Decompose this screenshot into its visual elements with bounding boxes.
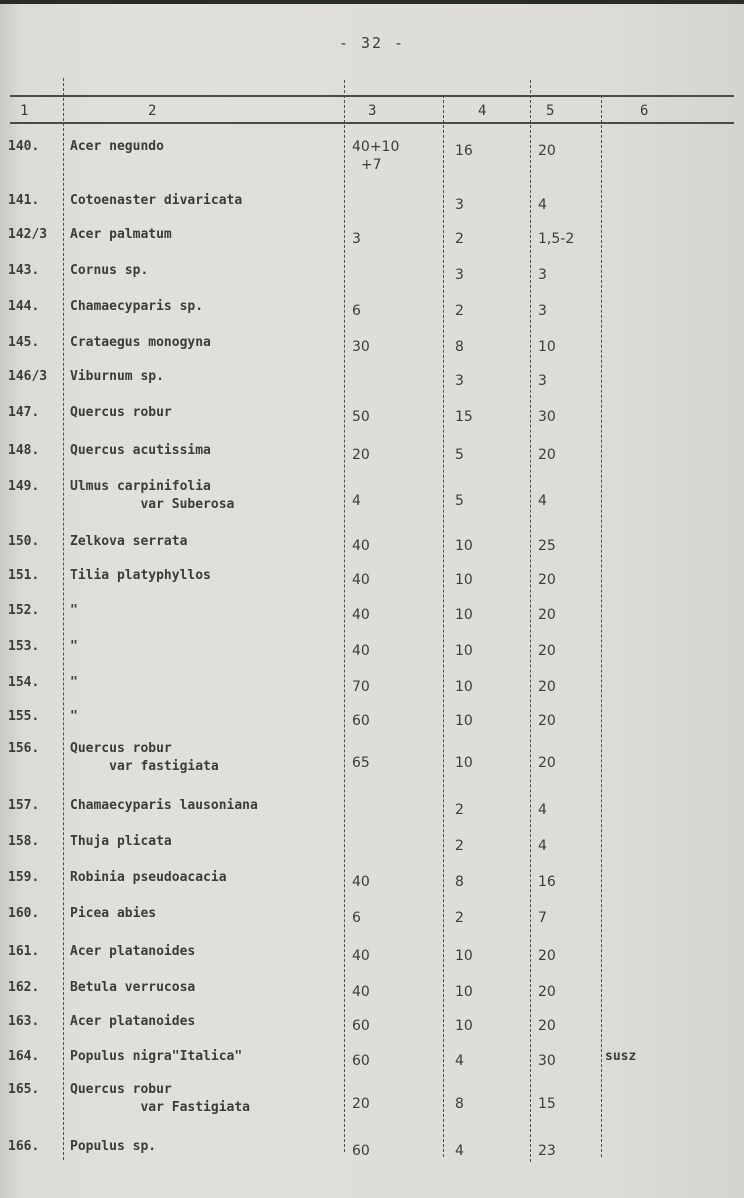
value-col-5: 23 <box>538 1143 556 1159</box>
value-col-5: 15 <box>538 1096 556 1112</box>
value-col-4: 5 <box>455 493 464 509</box>
value-col-4: 10 <box>455 755 473 771</box>
header-col-1: 1 <box>20 103 29 119</box>
value-col-4: 10 <box>455 538 473 554</box>
value-col-5: 1,5-2 <box>538 231 575 247</box>
value-col-4: 10 <box>455 679 473 695</box>
row-number: 140. <box>8 139 40 154</box>
value-col-4: 2 <box>455 303 464 319</box>
column-divider-4 <box>530 80 531 1162</box>
species-name: Quercus robur <box>70 405 172 420</box>
row-number: 166. <box>8 1139 40 1154</box>
species-name: Acer negundo <box>70 139 164 154</box>
value-col-4: 10 <box>455 713 473 729</box>
header-col-6: 6 <box>640 103 649 119</box>
value-col-4: 3 <box>455 373 464 389</box>
value-col-3: 60 <box>352 1053 370 1069</box>
scan-edge <box>0 0 744 4</box>
value-col-4: 3 <box>455 267 464 283</box>
header-col-2: 2 <box>148 103 157 119</box>
page-number: - 32 - <box>338 34 406 52</box>
species-name: Quercus robur var Fastigiata <box>70 1082 251 1115</box>
value-col-3: 60 <box>352 1018 370 1034</box>
species-name: " <box>70 709 78 724</box>
value-col-4: 16 <box>455 143 473 159</box>
value-col-5: 20 <box>538 572 556 588</box>
value-col-4: 10 <box>455 607 473 623</box>
row-number: 141. <box>8 193 40 208</box>
row-number: 154. <box>8 675 40 690</box>
row-number: 147. <box>8 405 40 420</box>
row-number: 163. <box>8 1014 40 1029</box>
row-number: 162. <box>8 980 40 995</box>
value-col-4: 10 <box>455 948 473 964</box>
value-col-3: 40 <box>352 572 370 588</box>
species-name: Zelkova serrata <box>70 534 188 549</box>
value-col-4: 8 <box>455 874 464 890</box>
species-name: Thuja plicata <box>70 834 172 849</box>
value-col-4: 10 <box>455 1018 473 1034</box>
header-col-3: 3 <box>368 103 377 119</box>
row-number: 155. <box>8 709 40 724</box>
species-name: Populus nigra"Italica" <box>70 1049 243 1064</box>
column-divider-3 <box>443 95 444 1157</box>
value-col-3: 40 <box>352 538 370 554</box>
value-col-3: 70 <box>352 679 370 695</box>
value-col-5: 16 <box>538 874 556 890</box>
value-col-5: 20 <box>538 984 556 1000</box>
row-number: 161. <box>8 944 40 959</box>
value-col-5: 3 <box>538 267 547 283</box>
row-number: 142/3 <box>8 227 48 242</box>
column-divider-5 <box>601 95 602 1157</box>
value-col-5: 20 <box>538 447 556 463</box>
value-col-5: 4 <box>538 197 547 213</box>
header-top-rule <box>10 95 734 97</box>
value-col-3: 65 <box>352 755 370 771</box>
value-col-5: 4 <box>538 838 547 854</box>
value-col-5: 4 <box>538 802 547 818</box>
row-number: 150. <box>8 534 40 549</box>
row-number: 143. <box>8 263 40 278</box>
value-col-3: 20 <box>352 1096 370 1112</box>
value-col-3: 60 <box>352 713 370 729</box>
value-col-3: 40 <box>352 874 370 890</box>
header-bottom-rule <box>10 122 734 124</box>
row-number: 156. <box>8 741 40 756</box>
value-col-5: 3 <box>538 373 547 389</box>
species-name: Ulmus carpinifolia var Suberosa <box>70 479 235 512</box>
species-name: Crataegus monogyna <box>70 335 211 350</box>
species-name: " <box>70 675 78 690</box>
value-col-3: 4 <box>352 493 361 509</box>
value-col-5: 20 <box>538 755 556 771</box>
species-name: Betula verrucosa <box>70 980 196 995</box>
value-col-3: 40 <box>352 984 370 1000</box>
value-col-4: 15 <box>455 409 473 425</box>
species-name: Picea abies <box>70 906 157 921</box>
value-col-5: 20 <box>538 1018 556 1034</box>
row-number: 160. <box>8 906 40 921</box>
value-col-4: 2 <box>455 231 464 247</box>
row-number: 157. <box>8 798 40 813</box>
value-col-5: 30 <box>538 1053 556 1069</box>
value-col-3: 6 <box>352 910 361 926</box>
value-col-3: 40+10 +7 <box>352 139 400 173</box>
value-col-3: 60 <box>352 1143 370 1159</box>
header-col-4: 4 <box>478 103 487 119</box>
row-number: 165. <box>8 1082 40 1097</box>
value-col-4: 5 <box>455 447 464 463</box>
species-name: Populus sp. <box>70 1139 157 1154</box>
value-col-4: 10 <box>455 984 473 1000</box>
value-col-4: 2 <box>455 802 464 818</box>
value-col-5: 7 <box>538 910 547 926</box>
species-name: " <box>70 639 78 654</box>
row-number: 152. <box>8 603 40 618</box>
species-name: Acer palmatum <box>70 227 172 242</box>
row-number: 145. <box>8 335 40 350</box>
value-col-5: 30 <box>538 409 556 425</box>
value-col-4: 10 <box>455 643 473 659</box>
value-col-3: 40 <box>352 607 370 623</box>
species-name: Acer platanoides <box>70 944 196 959</box>
note-col-6: susz <box>605 1049 637 1064</box>
value-col-5: 25 <box>538 538 556 554</box>
species-name: Acer platanoides <box>70 1014 196 1029</box>
row-number: 159. <box>8 870 40 885</box>
species-name: Quercus acutissima <box>70 443 211 458</box>
value-col-5: 3 <box>538 303 547 319</box>
value-col-5: 20 <box>538 643 556 659</box>
row-number: 158. <box>8 834 40 849</box>
value-col-4: 8 <box>455 339 464 355</box>
species-name: Robinia pseudoacacia <box>70 870 227 885</box>
value-col-5: 10 <box>538 339 556 355</box>
species-name: Chamaecyparis sp. <box>70 299 204 314</box>
value-col-5: 4 <box>538 493 547 509</box>
value-col-5: 20 <box>538 713 556 729</box>
value-col-4: 8 <box>455 1096 464 1112</box>
value-col-4: 4 <box>455 1053 464 1069</box>
value-col-3: 50 <box>352 409 370 425</box>
value-col-4: 3 <box>455 197 464 213</box>
value-col-4: 10 <box>455 572 473 588</box>
value-col-3: 3 <box>352 231 361 247</box>
value-col-5: 20 <box>538 948 556 964</box>
species-name: " <box>70 603 78 618</box>
value-col-4: 2 <box>455 910 464 926</box>
row-number: 164. <box>8 1049 40 1064</box>
row-number: 148. <box>8 443 40 458</box>
value-col-4: 2 <box>455 838 464 854</box>
value-col-4: 4 <box>455 1143 464 1159</box>
species-name: Cotoenaster divaricata <box>70 193 243 208</box>
row-number: 151. <box>8 568 40 583</box>
value-col-3: 30 <box>352 339 370 355</box>
value-col-5: 20 <box>538 143 556 159</box>
species-name: Chamaecyparis lausoniana <box>70 798 258 813</box>
species-name: Viburnum sp. <box>70 369 164 384</box>
value-col-3: 40 <box>352 948 370 964</box>
species-name: Quercus robur var fastigiata <box>70 741 219 774</box>
value-col-5: 20 <box>538 679 556 695</box>
column-divider-2 <box>344 80 345 1152</box>
row-number: 146/3 <box>8 369 48 384</box>
value-col-3: 40 <box>352 643 370 659</box>
row-number: 149. <box>8 479 40 494</box>
species-name: Cornus sp. <box>70 263 149 278</box>
header-col-5: 5 <box>546 103 555 119</box>
value-col-3: 6 <box>352 303 361 319</box>
value-col-3: 20 <box>352 447 370 463</box>
row-number: 144. <box>8 299 40 314</box>
row-number: 153. <box>8 639 40 654</box>
species-name: Tilia platyphyllos <box>70 568 211 583</box>
value-col-5: 20 <box>538 607 556 623</box>
